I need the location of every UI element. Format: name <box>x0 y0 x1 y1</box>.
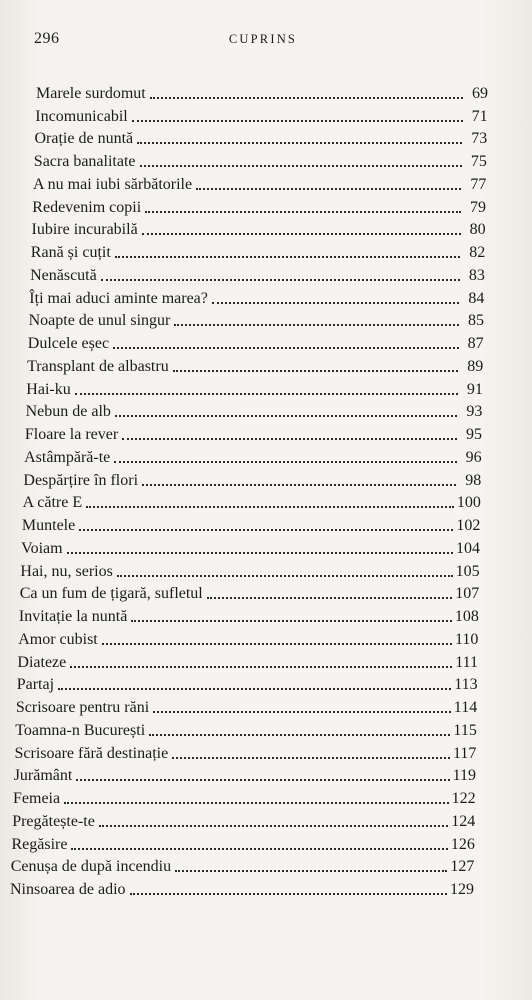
toc-entry <box>0 217 532 240</box>
toc-entry-title: Diateze <box>17 653 67 671</box>
toc-entry-title: Redevenim copii <box>32 198 142 216</box>
toc-entry-page: 91 <box>466 380 483 398</box>
toc-entry <box>0 785 532 808</box>
toc-entry-page: 113 <box>454 676 478 694</box>
toc-dot-leader <box>71 847 447 850</box>
toc-entry-page: 93 <box>466 403 483 421</box>
toc-dot-leader <box>76 778 449 781</box>
toc-entry-title: Îți mai aduci aminte marea? <box>29 289 208 307</box>
toc-entry <box>0 876 532 899</box>
toc-dot-leader <box>117 574 453 577</box>
toc-entry-title: Amor cubist <box>18 630 98 648</box>
toc-dot-leader <box>67 551 453 554</box>
toc-entry-title: A nu mai iubi sărbătorile <box>33 175 193 193</box>
toc-entry-title: Nebun de alb <box>25 403 111 421</box>
toc-dot-leader <box>145 210 461 213</box>
toc-entry <box>0 672 532 695</box>
toc-entry <box>0 353 532 376</box>
toc-entry <box>0 308 532 331</box>
toc-entry-title: Rană și cuțit <box>30 244 111 261</box>
toc-entry-title: Dulcele eșec <box>27 335 110 352</box>
toc-entry <box>0 399 532 422</box>
toc-entry <box>0 330 532 353</box>
toc-entry <box>0 171 532 194</box>
toc-entry-title: Invitație la nuntă <box>18 608 128 625</box>
toc-entry-page: 89 <box>467 357 484 375</box>
toc-entry-page: 122 <box>451 790 476 807</box>
toc-dot-leader <box>102 642 452 645</box>
toc-dot-leader <box>122 437 457 440</box>
toc-entry <box>0 603 532 626</box>
toc-entry-page: 79 <box>470 198 486 216</box>
toc-entry <box>0 262 532 285</box>
toc-entry <box>0 80 532 103</box>
toc-entry <box>0 444 532 467</box>
toc-entry-page: 77 <box>470 175 487 193</box>
toc-entry-title: Femeia <box>13 790 61 807</box>
toc-entry-page: 98 <box>465 471 482 489</box>
toc-dot-leader <box>75 392 458 395</box>
toc-entry <box>0 626 532 649</box>
toc-entry <box>0 535 532 558</box>
toc-entry <box>0 126 532 149</box>
toc-entry-page: 115 <box>453 721 477 739</box>
toc-entry-page: 85 <box>468 312 484 330</box>
toc-entry <box>0 831 532 854</box>
toc-dot-leader <box>113 346 459 349</box>
toc-entry <box>0 194 532 217</box>
toc-dot-leader <box>64 801 449 804</box>
toc-dot-leader <box>196 187 461 190</box>
toc-dot-leader <box>173 369 459 372</box>
toc-entry-page: 100 <box>456 494 481 512</box>
toc-entry-title: Jurământ <box>13 767 73 785</box>
toc-entry-title: Sacra banalitate <box>33 153 136 170</box>
toc-entry-title: Ca un fum de țigară, sufletul <box>19 585 203 603</box>
toc-entry-page: 110 <box>455 630 479 648</box>
toc-entry-title: Partaj <box>16 676 55 694</box>
toc-entry-title: Astâmpără-te <box>24 448 111 466</box>
toc-dot-leader <box>58 687 451 690</box>
running-title: CUPRINS <box>228 32 298 46</box>
toc-entry-page: 84 <box>468 289 485 307</box>
toc-dot-leader <box>130 892 447 895</box>
toc-entry-title: Hai, nu, serios <box>20 562 113 580</box>
toc-entry <box>0 694 532 717</box>
toc-entry <box>0 148 532 171</box>
toc-dot-leader <box>172 756 450 759</box>
toc-entry-title: Regăsire <box>11 835 68 853</box>
toc-dot-leader <box>175 869 447 872</box>
toc-entry-title: Nenăscută <box>30 266 97 284</box>
toc-entry-page: 117 <box>453 744 477 762</box>
toc-entry-page: 95 <box>466 426 482 443</box>
toc-entry-title: Transplant de albastru <box>27 357 169 375</box>
toc-dot-leader <box>142 483 456 486</box>
toc-entry <box>0 285 532 308</box>
toc-entry-title: A către E <box>22 494 83 512</box>
toc-dot-leader <box>70 665 452 668</box>
toc-entry-title: Hai-ku <box>26 380 71 398</box>
toc-entry-title: Orație de nuntă <box>34 130 134 148</box>
toc-entry-page: 105 <box>455 562 480 580</box>
toc-entry-title: Scrisoare pentru răni <box>15 699 150 716</box>
toc-entry-page: 80 <box>469 221 486 239</box>
toc-entry-page: 127 <box>450 858 475 876</box>
toc-entry <box>0 808 532 831</box>
page-header <box>34 26 492 52</box>
toc-dot-leader <box>212 301 460 304</box>
toc-entry-title: Floare la rever <box>24 426 119 443</box>
toc-entry-title: Iubire incurabilă <box>31 221 138 239</box>
toc-entry-page: 119 <box>452 767 476 785</box>
toc-entry-page: 126 <box>450 835 475 853</box>
toc-dot-leader <box>150 96 463 99</box>
toc-entry-title: Voiam <box>21 539 63 557</box>
toc-entry <box>0 421 532 444</box>
toc-entry <box>0 717 532 740</box>
toc-entry-page: 83 <box>468 266 485 284</box>
toc-entry-title: Noapte de unul singur <box>28 312 171 330</box>
toc-entry-page: 107 <box>455 585 480 603</box>
toc-dot-leader <box>137 141 462 144</box>
toc-dot-leader <box>140 164 462 167</box>
toc-entry <box>0 740 532 763</box>
toc-entry-page: 124 <box>451 812 476 830</box>
toc-entry <box>0 854 532 877</box>
toc-dot-leader <box>99 824 448 827</box>
toc-dot-leader <box>115 255 460 258</box>
toc-entry-page: 82 <box>469 244 486 261</box>
toc-dot-leader <box>207 596 452 599</box>
toc-entry <box>0 103 532 126</box>
toc-entry <box>0 558 532 581</box>
toc-entry-title: Ninsoarea de adio <box>10 881 126 898</box>
toc-entry-title: Toamna-n București <box>15 721 146 739</box>
toc-entry-title: Scrisoare fără destinație <box>14 744 169 762</box>
toc-dot-leader <box>86 505 454 508</box>
toc-entry <box>0 581 532 604</box>
table-of-contents <box>0 80 532 899</box>
toc-entry <box>0 467 532 490</box>
toc-entry-page: 108 <box>454 608 479 625</box>
toc-entry-title: Muntele <box>21 517 76 534</box>
toc-entry-page: 111 <box>455 653 478 671</box>
toc-entry-title: Pregătește-te <box>12 812 95 830</box>
toc-entry <box>0 376 532 399</box>
toc-entry-title: Despărțire în flori <box>23 471 139 489</box>
toc-entry-page: 114 <box>453 699 478 716</box>
toc-entry-page: 129 <box>450 881 474 898</box>
toc-dot-leader <box>114 460 456 463</box>
toc-entry-page: 75 <box>470 153 487 170</box>
toc-entry-title: Cenușa de după incendiu <box>10 858 172 876</box>
toc-entry <box>0 512 532 535</box>
toc-dot-leader <box>131 619 452 622</box>
toc-dot-leader <box>149 733 450 736</box>
toc-entry <box>0 649 532 672</box>
toc-entry <box>0 490 532 513</box>
toc-dot-leader <box>132 119 463 122</box>
toc-entry-page: 73 <box>471 130 488 148</box>
toc-entry <box>0 763 532 786</box>
toc-dot-leader <box>79 528 453 531</box>
toc-entry-page: 96 <box>465 448 482 466</box>
toc-entry-page: 71 <box>471 107 488 125</box>
toc-dot-leader <box>153 710 451 713</box>
page-number: 296 <box>34 30 60 47</box>
toc-dot-leader <box>142 232 461 235</box>
toc-entry-page: 69 <box>472 84 488 102</box>
toc-entry-title: Incomunicabil <box>35 107 128 125</box>
toc-dot-leader <box>115 414 458 417</box>
toc-entry <box>0 239 532 262</box>
toc-entry-page: 102 <box>456 517 481 534</box>
toc-entry-title: Marele surdomut <box>36 84 146 102</box>
toc-dot-leader <box>101 278 460 281</box>
toc-entry-page: 104 <box>456 539 480 557</box>
toc-entry-page: 87 <box>467 335 484 352</box>
toc-dot-leader <box>174 323 459 326</box>
